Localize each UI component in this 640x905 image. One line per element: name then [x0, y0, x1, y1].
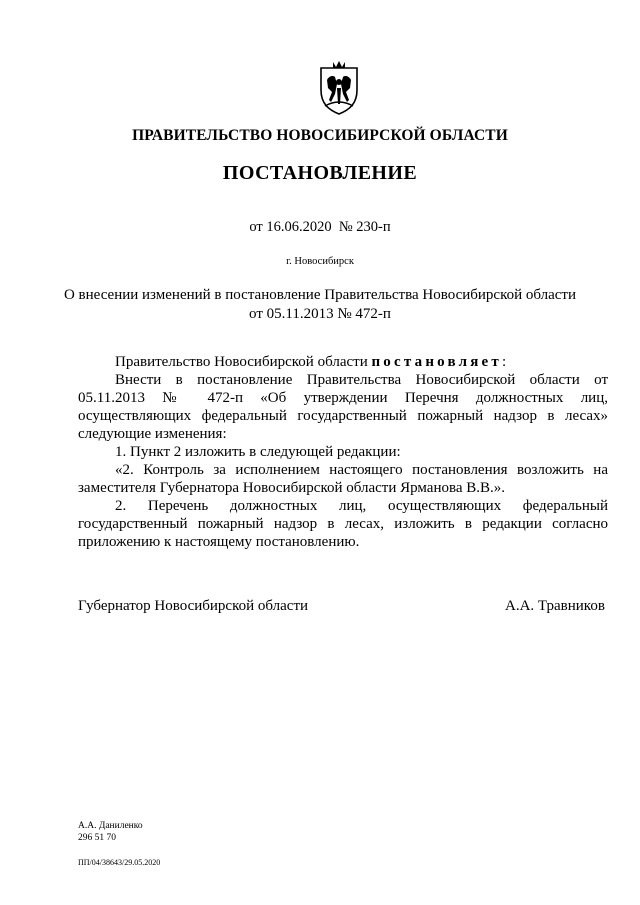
date-number-line: от 16.06.2020 № 230-п: [249, 219, 391, 235]
item-1-paragraph: 1. Пункт 2 изложить в следующей редакции:: [115, 444, 401, 460]
signer-name: А.А. Травников: [505, 598, 605, 614]
intro-suffix: :: [501, 354, 507, 370]
item-2-paragraph: 2. Перечень должностных лиц, осуществляющих федеральный государственный пожарный надзор в лесах, изложить в редакции согласно приложению к настоящему постановлению.: [78, 498, 608, 550]
signer-title: Губернатор Новосибирской области: [78, 598, 309, 614]
subject-line-1: О внесении изменений в постановление Правительства Новосибирской области: [63, 287, 577, 303]
intro-prefix: Правительство Новосибирской области: [115, 354, 372, 370]
document-code: ПП/04/38643/29.05.2020: [78, 858, 161, 867]
executor-phone: 296 51 70: [78, 833, 116, 843]
item-1-quote-paragraph: «2. Контроль за исполнением настоящего постановления возложить на заместителя Губернатора Новосибирской области Ярманова В.В.».: [78, 462, 608, 496]
document-body: [78, 353, 608, 551]
intro-paragraph: [78, 353, 608, 371]
executor-name: А.А. Даниленко: [78, 821, 143, 831]
amendment-lead-paragraph: Внести в постановление Правительства Новосибирской области от 05.11.2013 № 472-п «Об утверждении Перечня должностных лиц, осуществляющих федеральный государственный пожарный надзор в лесах» следующие изменения:: [78, 372, 608, 442]
coat-of-arms-icon: [315, 58, 363, 116]
organization-title: ПРАВИТЕЛЬСТВО НОВОСИБИРСКОЙ ОБЛАСТИ: [132, 127, 508, 144]
intro-emphasis: постановляет: [371, 354, 502, 370]
document-subject: [0, 286, 640, 324]
city-line: г. Новосибирск: [286, 256, 354, 267]
subject-line-2: от 05.11.2013 № 472-п: [249, 306, 391, 322]
document-type: ПОСТАНОВЛЕНИЕ: [222, 162, 418, 184]
